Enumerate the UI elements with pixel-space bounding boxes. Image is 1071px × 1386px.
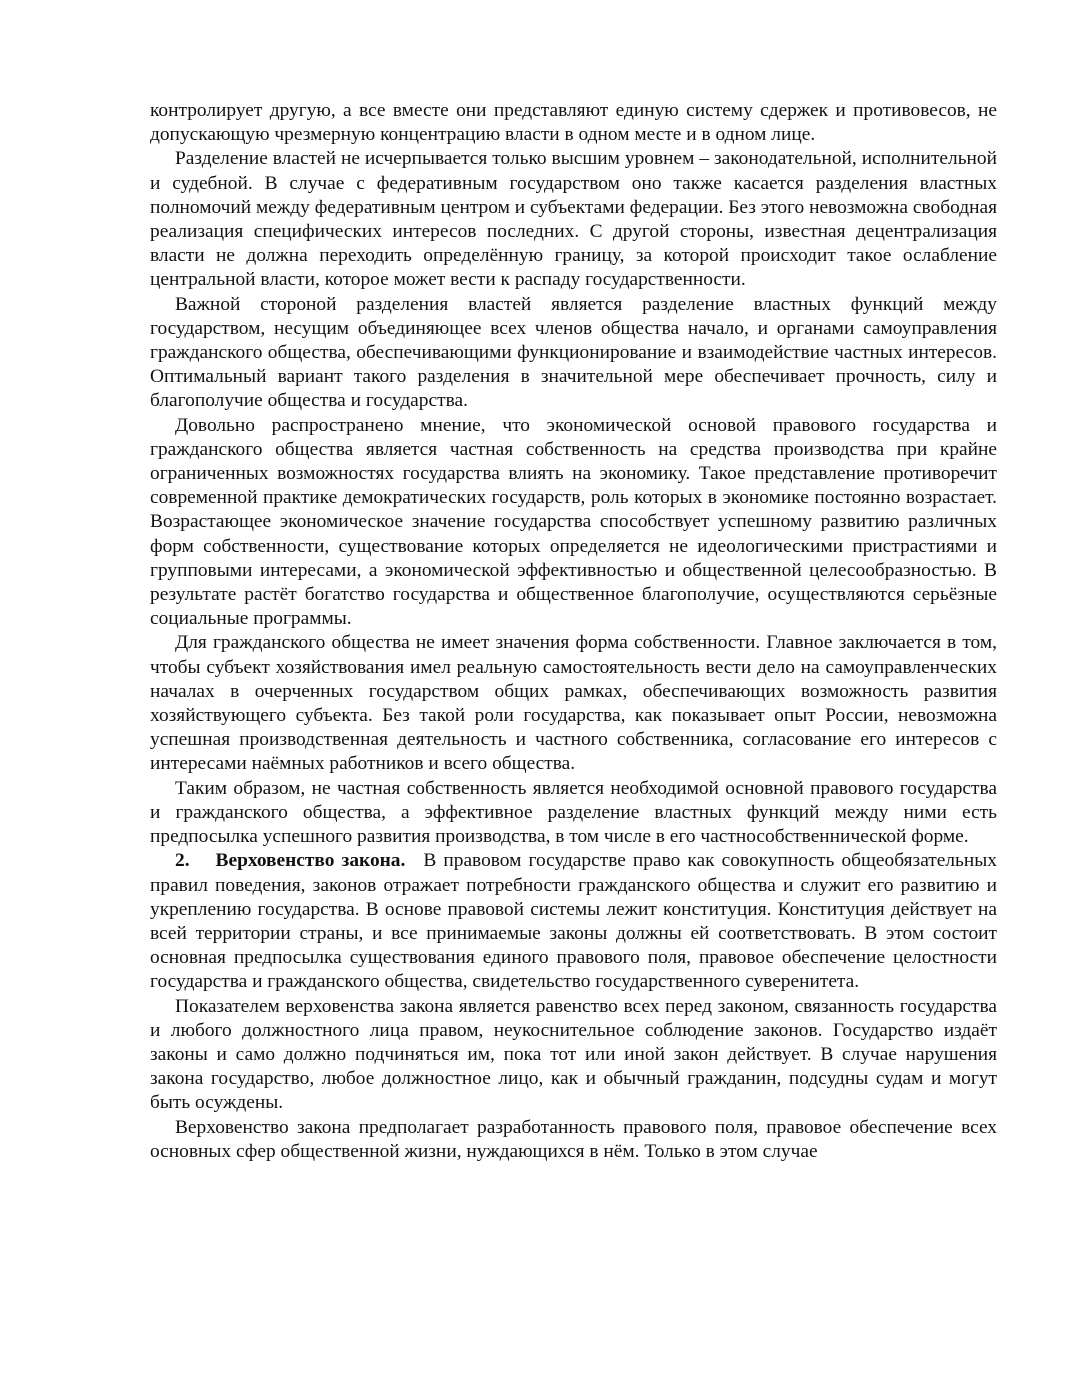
section-paragraph — [150, 849, 997, 994]
document-page — [150, 99, 997, 1164]
paragraph: Таким образом, не частная собственность является необходимой основной правового государства и гражданского общества, а эффективное разделение властных функций между ними есть предпосылка успешного развития производства, в том числе в его частнособственнической форме. — [150, 777, 997, 848]
section-heading — [175, 850, 423, 871]
paragraph: Разделение властей не исчерпывается только высшим уровнем – законодательной, исполнительной и судебной. В случае с федеративным государством оно также касается разделения властных полномочий между федеративным центром и субъектами федерации. Без этого невозможна свободная реализация специфических интересов последних. С другой стороны, известная децентрализация власти не должна переходить определённую границу, за которой происходит такое ослабление центральной власти, которое может вести к распаду государственности. — [150, 148, 997, 291]
paragraph: Довольно распространено мнение, что экономической основой правового государства и гражданского общества является частная собственность на средства производства при крайне ограниченных возможностях государства влиять на экономику. Такое представление противоречит современной практике демократических государств, роль которых в экономике постоянно возрастает. Возрастающее экономическое значение государства способствует успешному развитию различных форм собственности, существование которых определяется не идеологическими пристрастиями и групповыми интересами, а экономической эффективностью и общественной целесообразностью. В результате растёт богатство государства и общественное благополучие, осуществляются серьёзные социальные программы. — [150, 414, 997, 630]
section-number: 2. — [175, 850, 190, 872]
section-text: В правовом государстве право как совокупность общеобязательных правил поведения, законов отражает потребности гражданского общества и служит его развитию и укреплению государства. В основе правовой системы лежит конституция. Конституция действует на всей территории страны, и все принимаемые законы должны ей соответствовать. В этом состоит основная предпосылка существования единого правового поля, правовое обеспечение целостности государства и гражданского общества, свидетельство государственного суверенитета. — [150, 850, 997, 993]
paragraph: Для гражданского общества не имеет значения форма собственности. Главное заключается в том, чтобы субъект хозяйствования имел реальную самостоятельность вести дело на самоуправленческих началах в очерченных государством общих рамках, обеспечивающих возможность развития хозяйствующего субъекта. Без такой роли государства, как показывает опыт России, невозможна успешная производственная деятельность и частного собственника, согласование его интересов с интересами наёмных работников и всего общества. — [150, 632, 997, 775]
paragraph: Важной стороной разделения властей является разделение властных функций между государством, несущим объединяющее всех членов общества начало, и органами самоуправления гражданского общества, обеспечивающими функционирование и взаимодействие частных интересов. Оптимальный вариант такого разделения в значительной мере обеспечивает прочность, силу и благополучие общества и государства. — [150, 293, 997, 412]
paragraph: контролирует другую, а все вместе они представляют единую систему сдержек и противовесов, не допускающую чрезмерную концентрацию власти в одном месте и в одном лице. — [150, 100, 997, 146]
section-title: Верховенство закона. — [215, 850, 406, 872]
paragraph: Показателем верховенства закона является равенство всех перед законом, связанность государства и любого должностного лица правом, неукоснительное соблюдение законов. Государство издаёт законы и само должно подчиняться им, пока тот или иной закон действует. В случае нарушения закона государство, любое должностное лицо, как и обычный гражданин, подсудны судам и могут быть осуждены. — [150, 995, 997, 1114]
paragraph: Верховенство закона предполагает разработанность правового поля, правовое обеспечение всех основных сфер общественной жизни, нуждающихся в нём. Только в этом случае — [150, 1116, 997, 1162]
